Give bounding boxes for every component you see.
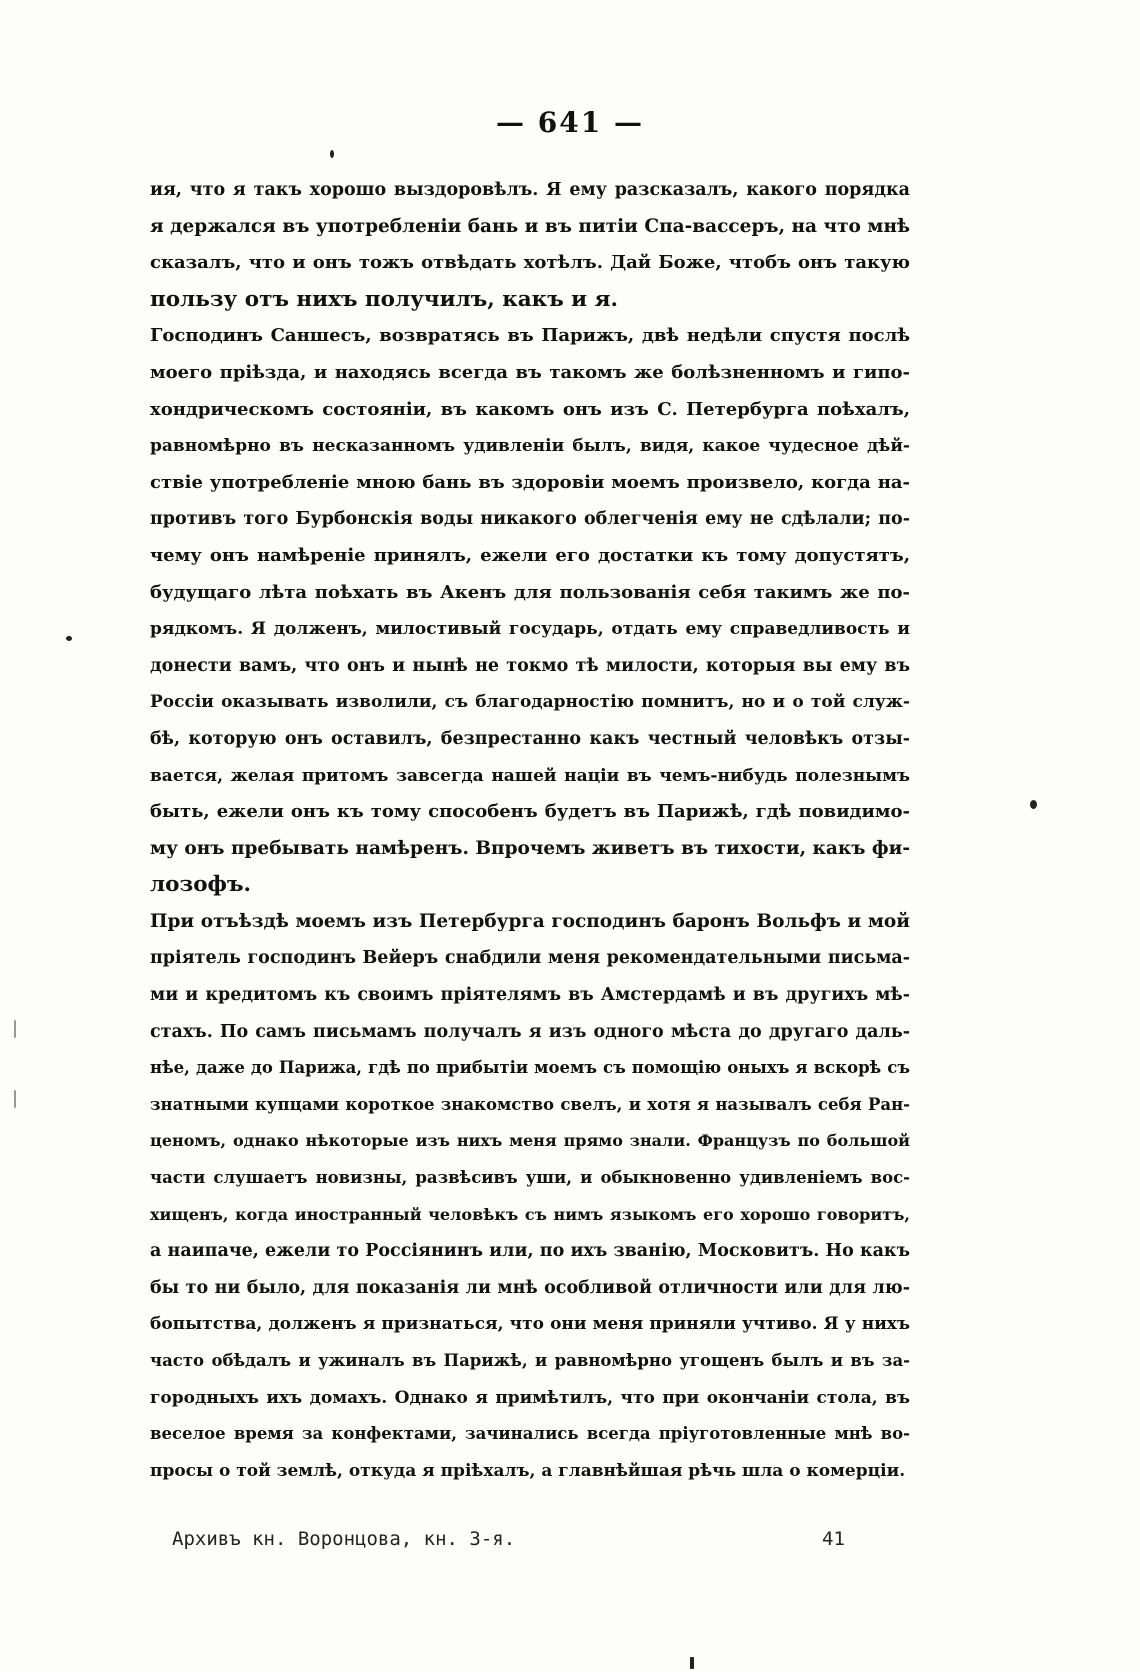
paragraph	[150, 904, 910, 1490]
text-line: бѣ, которую онъ оставилъ, безпрестанно какъ честный человѣкъ отзы-	[150, 728, 910, 749]
text-line: моего пріѣзда, и находясь всегда въ такомъ же болѣзненномъ и гипо-	[150, 361, 910, 383]
text-line: веселое время за конфектами, зачинались всегда пріуготовленные мнѣ во-	[150, 1424, 910, 1444]
text-line: городныхъ ихъ домахъ. Однако я примѣтилъ, что при окончаніи стола, въ	[150, 1387, 910, 1408]
text-line: хондрическомъ состояніи, въ какомъ онъ изъ С. Петербурга поѣхалъ,	[150, 398, 910, 420]
text-line: сказалъ, что и онъ тожъ отвѣдать хотѣлъ. Дай Боже, чтобъ онъ такую	[150, 252, 910, 274]
text-line: будущаго лѣта поѣхать въ Акенъ для пользованія себя такимъ же по-	[150, 581, 910, 603]
text-line: стахъ. По самъ письмамъ получалъ я изъ одного мѣста до другаго даль-	[150, 1021, 910, 1042]
text-line: При отъѣздѣ моемъ изъ Петербурга господинъ баронъ Вольфъ и мой	[150, 910, 910, 932]
text-line: бопытства, долженъ я признаться, что они меня приняли учтиво. Я у нихъ	[150, 1314, 910, 1335]
text-line: хищенъ, когда иностранный человѣкъ съ нимъ языкомъ его хорошо говоритъ,	[150, 1204, 910, 1224]
text-line: рядкомъ. Я долженъ, милостивый государь, отдать ему справедливость и	[150, 619, 910, 640]
text-line: равномѣрно въ несказанномъ удивленіи былъ, видя, какое чудесное дѣй-	[150, 436, 910, 457]
text-line: части слушаетъ новизны, развѣсивъ уши, и обыкновенно удивленіемъ вос-	[150, 1168, 910, 1188]
signature-mark: Архивъ кн. Воронцова, кн. 3-я.	[172, 1528, 516, 1550]
text-line: пользу отъ нихъ получилъ, какъ и я.	[150, 286, 618, 312]
text-line: Россіи оказывать изволили, съ благодарностію помнитъ, но и о той служ-	[150, 692, 910, 713]
text-line: бы то ни было, для показанія ли мнѣ особливой отличности или для лю-	[150, 1277, 910, 1298]
text-line: му онъ пребывать намѣренъ. Впрочемъ живетъ въ тихости, какъ фи-	[150, 837, 910, 859]
sheet-number: 41	[822, 1528, 845, 1550]
paragraph	[150, 172, 910, 318]
text-line: быть, ежели онъ къ тому способенъ будетъ въ Парижѣ, гдѣ повидимо-	[150, 801, 910, 823]
text-line: донести вамъ, что онъ и нынѣ не токмо тѣ милости, которыя вы ему въ	[150, 655, 910, 676]
scan-speck	[1030, 800, 1037, 809]
page-number-header: — 641 —	[496, 106, 644, 139]
text-line: вается, желая притомъ завсегда нашей націи въ чемъ-нибудь полезнымъ	[150, 765, 910, 786]
text-line: а наипаче, ежели то Россіянинъ или, по ихъ званію, Московитъ. Но какъ	[150, 1241, 910, 1262]
text-line: противъ того Бурбонскія воды никакого облегченія ему не сдѣлали; по-	[150, 509, 910, 530]
text-line: Господинъ Саншесъ, возвратясь въ Парижъ, двѣ недѣли спустя послѣ	[150, 325, 910, 347]
paragraph	[150, 318, 910, 904]
scan-speck	[14, 1090, 16, 1108]
scan-speck	[66, 636, 72, 641]
text-line: лозофъ.	[150, 872, 251, 898]
text-line: ия, что я такъ хорошо выздоровѣлъ. Я ему разсказалъ, какого порядка	[150, 180, 910, 200]
text-line: ценомъ, однако нѣкоторые изъ нихъ меня прямо знали. Французъ по большой	[150, 1131, 910, 1151]
scan-speck	[690, 1657, 694, 1669]
text-line: ствіе употребленіе мною бань въ здоровіи моемъ произвело, когда на-	[150, 471, 910, 493]
text-line: часто обѣдалъ и ужиналъ въ Парижѣ, и равномѣрно угощенъ былъ и въ за-	[150, 1351, 910, 1370]
text-line: чему онъ намѣреніе принялъ, ежели его достатки къ тому допустятъ,	[150, 544, 910, 566]
text-line: знатными купцами короткое знакомство свелъ, и хотя я называлъ себя Ран-	[150, 1094, 910, 1114]
scan-speck	[14, 1020, 16, 1038]
text-line: пріятель господинъ Вейеръ снабдили меня рекомендательными письма-	[150, 948, 910, 969]
text-line: нѣе, даже до Парижа, гдѣ по прибытіи моемъ съ помощію оныхъ я вскорѣ съ	[150, 1058, 910, 1078]
body-text	[150, 172, 910, 1489]
text-line: ми и кредитомъ къ своимъ пріятелямъ въ Амстердамѣ и въ другихъ мѣ-	[150, 985, 910, 1006]
scan-speck	[330, 150, 334, 158]
text-line: просы о той землѣ, откуда я пріѣхалъ, а главнѣйшая рѣчь шла о комерціи.	[150, 1460, 906, 1481]
text-line: я держался въ употребленіи бань и въ питіи Спа-вассеръ, на что мнѣ	[150, 215, 910, 237]
